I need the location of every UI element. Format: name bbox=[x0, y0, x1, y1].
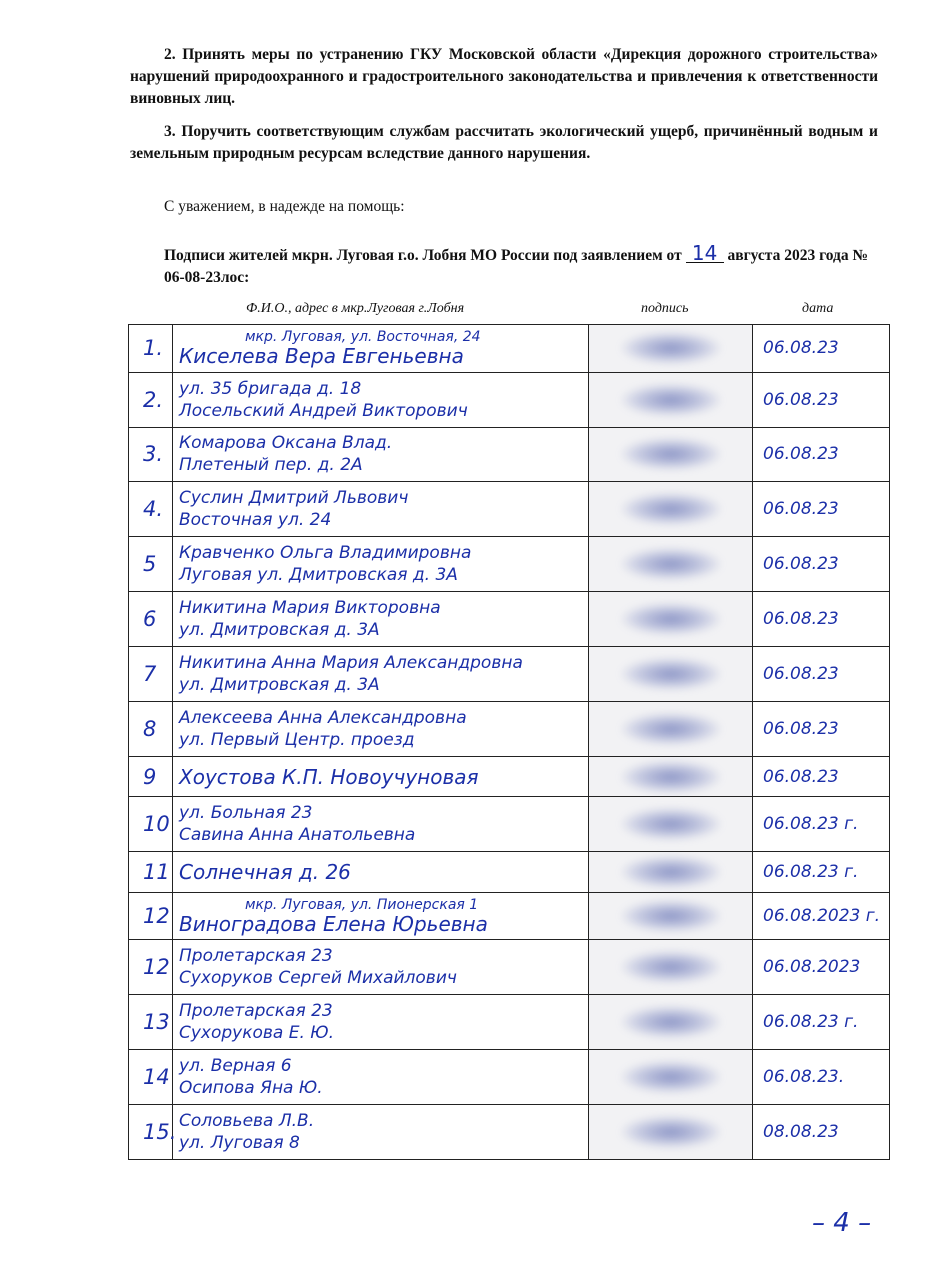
fio-address-cell bbox=[173, 537, 589, 592]
row-number: 13 bbox=[129, 995, 173, 1050]
redacted-signature bbox=[621, 900, 721, 932]
row-number: 1. bbox=[129, 325, 173, 373]
table-row bbox=[129, 537, 890, 592]
fio-line-2: Киселева Вера Евгеньевна bbox=[179, 344, 464, 369]
fio-line-1: Соловьева Л.В. bbox=[179, 1110, 315, 1131]
row-number: 8 bbox=[129, 702, 173, 757]
table-row bbox=[129, 427, 890, 482]
redacted-signature bbox=[621, 1006, 721, 1038]
redacted-signature bbox=[621, 713, 721, 745]
redacted-signature bbox=[621, 658, 721, 690]
table-row bbox=[129, 995, 890, 1050]
column-header-date: дата bbox=[802, 301, 834, 316]
row-number: 12 bbox=[129, 940, 173, 995]
signature-cell bbox=[589, 372, 753, 427]
fio-line-2: Виноградова Елена Юрьевна bbox=[179, 911, 488, 936]
fio-line-1: Пролетарская 23 bbox=[179, 1001, 333, 1022]
redacted-signature bbox=[621, 856, 721, 888]
fio-address-cell bbox=[173, 1104, 589, 1159]
signature-cell bbox=[589, 995, 753, 1050]
signature-cell bbox=[589, 797, 753, 852]
table-row bbox=[129, 1104, 890, 1159]
fio-line-1: Никитина Анна Мария Александровна bbox=[179, 653, 523, 674]
fio-address-cell bbox=[173, 1050, 589, 1105]
fio-line-2: ул. Дмитровская д. 3А bbox=[179, 675, 380, 696]
signatures-heading bbox=[164, 241, 880, 289]
fio-line-2: Лосельский Андрей Викторович bbox=[179, 400, 468, 421]
date-cell: 08.08.23 bbox=[753, 1104, 890, 1159]
date-cell: 06.08.23 bbox=[753, 325, 890, 373]
date-cell: 06.08.23 bbox=[753, 372, 890, 427]
signature-cell bbox=[589, 702, 753, 757]
fio-line-2: Плетеный пер. д. 2А bbox=[179, 455, 363, 476]
signature-cell bbox=[589, 940, 753, 995]
fio-line-1: Комарова Оксана Влад. bbox=[179, 433, 393, 454]
paragraph-item-3: 3. Поручить соответствующим службам рассчитать экологический ущерб, причинённый водным и земельным природным ресурсам вследствие данного нарушения. bbox=[130, 123, 878, 162]
table-row bbox=[129, 482, 890, 537]
table-row bbox=[129, 852, 890, 892]
redacted-signature bbox=[621, 384, 721, 416]
table-row bbox=[129, 702, 890, 757]
date-cell: 06.08.23 bbox=[753, 647, 890, 702]
paragraph-item-2: 2. Принять меры по устранению ГКУ Московской области «Дирекция дорожного строительства» нарушений природоохранного и градостроительного законодательства и привлечения к ответственности виновных лиц. bbox=[130, 46, 878, 107]
date-cell: 06.08.23 bbox=[753, 592, 890, 647]
date-cell: 06.08.23 bbox=[753, 537, 890, 592]
fio-line-1: Алексеева Анна Александровна bbox=[179, 708, 467, 729]
table-row bbox=[129, 892, 890, 940]
heading-prefix: Подписи жителей мкрн. Луговая г.о. Лобня МО России под заявлением от bbox=[164, 247, 682, 264]
fio-line-2: Сухоруков Сергей Михайлович bbox=[179, 968, 457, 989]
row-number: 5 bbox=[129, 537, 173, 592]
date-cell: 06.08.23 bbox=[753, 702, 890, 757]
fio-address-cell bbox=[173, 427, 589, 482]
column-header-fio: Ф.И.О., адрес в мкр.Луговая г.Лобня bbox=[246, 301, 465, 316]
redacted-signature bbox=[621, 603, 721, 635]
table-row bbox=[129, 940, 890, 995]
signature-cell bbox=[589, 892, 753, 940]
fio-line-2: Восточная ул. 24 bbox=[179, 510, 332, 531]
fio-address-cell bbox=[173, 372, 589, 427]
fio-line-1: мкр. Луговая, ул. Пионерская 1 bbox=[245, 896, 479, 913]
date-cell: 06.08.2023 bbox=[753, 940, 890, 995]
signature-cell bbox=[589, 592, 753, 647]
fio-line-1: Никитина Мария Викторовна bbox=[179, 598, 441, 619]
table-row bbox=[129, 325, 890, 373]
fio-line-2: ул. Луговая 8 bbox=[179, 1132, 300, 1153]
table-row bbox=[129, 592, 890, 647]
fio-address-cell bbox=[173, 852, 589, 892]
column-header-signature: подпись bbox=[641, 301, 689, 316]
fio-line-1: Суслин Дмитрий Львович bbox=[179, 488, 409, 509]
redacted-signature bbox=[621, 761, 721, 793]
fio-line-1: мкр. Луговая, ул. Восточная, 24 bbox=[245, 329, 481, 346]
fio-address-cell bbox=[173, 592, 589, 647]
fio-line-2: Осипова Яна Ю. bbox=[179, 1077, 323, 1098]
fio-line-1: ул. 35 бригада д. 18 bbox=[179, 378, 362, 399]
fio-address-cell bbox=[173, 482, 589, 537]
redacted-signature bbox=[621, 951, 721, 983]
fio-line-2: ул. Дмитровская д. 3А bbox=[179, 620, 380, 641]
fio-address-cell bbox=[173, 995, 589, 1050]
page-number: – 4 – bbox=[812, 1208, 872, 1238]
signature-cell bbox=[589, 1104, 753, 1159]
date-cell: 06.08.2023 г. bbox=[753, 892, 890, 940]
redacted-signature bbox=[621, 548, 721, 580]
signature-table-body bbox=[129, 325, 890, 1160]
date-cell: 06.08.23 bbox=[753, 757, 890, 797]
date-cell: 06.08.23 bbox=[753, 427, 890, 482]
signature-cell bbox=[589, 1050, 753, 1105]
date-cell: 06.08.23 г. bbox=[753, 995, 890, 1050]
fio-line-2: Хоустова К.П. Новоучуновая bbox=[179, 764, 479, 789]
redacted-signature bbox=[621, 808, 721, 840]
signature-cell bbox=[589, 647, 753, 702]
date-cell: 06.08.23. bbox=[753, 1050, 890, 1105]
row-number: 14 bbox=[129, 1050, 173, 1105]
row-number: 3. bbox=[129, 427, 173, 482]
fio-line-1: ул. Верная 6 bbox=[179, 1055, 292, 1076]
row-number: 9 bbox=[129, 757, 173, 797]
table-row bbox=[129, 1050, 890, 1105]
redacted-signature bbox=[621, 1116, 721, 1148]
date-cell: 06.08.23 г. bbox=[753, 797, 890, 852]
fio-address-cell bbox=[173, 647, 589, 702]
redacted-signature bbox=[621, 438, 721, 470]
signature-cell bbox=[589, 482, 753, 537]
fio-address-cell bbox=[173, 940, 589, 995]
row-number: 7 bbox=[129, 647, 173, 702]
fio-address-cell bbox=[173, 325, 589, 373]
fio-line-1: Кравченко Ольга Владимировна bbox=[179, 543, 472, 564]
signature-cell bbox=[589, 757, 753, 797]
fio-address-cell bbox=[173, 892, 589, 940]
row-number: 12 bbox=[129, 892, 173, 940]
redacted-signature bbox=[621, 332, 721, 364]
table-row bbox=[129, 647, 890, 702]
redacted-signature bbox=[621, 493, 721, 525]
fio-line-2: ул. Первый Центр. проезд bbox=[179, 730, 415, 751]
row-number: 2. bbox=[129, 372, 173, 427]
heading-day-handwritten: 14 bbox=[686, 244, 724, 263]
row-number: 15. bbox=[129, 1104, 173, 1159]
fio-line-1: Пролетарская 23 bbox=[179, 946, 333, 967]
table-row bbox=[129, 372, 890, 427]
table-row bbox=[129, 757, 890, 797]
fio-address-cell bbox=[173, 797, 589, 852]
signature-cell bbox=[589, 537, 753, 592]
row-number: 10 bbox=[129, 797, 173, 852]
signature-cell bbox=[589, 427, 753, 482]
fio-line-2: Сухорукова Е. Ю. bbox=[179, 1023, 335, 1044]
signature-cell bbox=[589, 852, 753, 892]
signature-cell bbox=[589, 325, 753, 373]
fio-line-1: ул. Больная 23 bbox=[179, 803, 313, 824]
redacted-signature bbox=[621, 1061, 721, 1093]
date-cell: 06.08.23 bbox=[753, 482, 890, 537]
row-number: 11 bbox=[129, 852, 173, 892]
row-number: 6 bbox=[129, 592, 173, 647]
row-number: 4. bbox=[129, 482, 173, 537]
fio-address-cell bbox=[173, 757, 589, 797]
fio-line-2: Савина Анна Анатольевна bbox=[179, 825, 416, 846]
table-row bbox=[129, 797, 890, 852]
fio-line-2: Солнечная д. 26 bbox=[179, 859, 351, 884]
heading-suffix: августа 2023 года № 06-08-23лос: bbox=[164, 247, 869, 286]
greeting-text: С уважением, в надежде на помощь: bbox=[164, 198, 405, 215]
signature-table bbox=[128, 324, 890, 1160]
fio-line-2: Луговая ул. Дмитровская д. 3А bbox=[179, 565, 458, 586]
date-cell: 06.08.23 г. bbox=[753, 852, 890, 892]
fio-address-cell bbox=[173, 702, 589, 757]
